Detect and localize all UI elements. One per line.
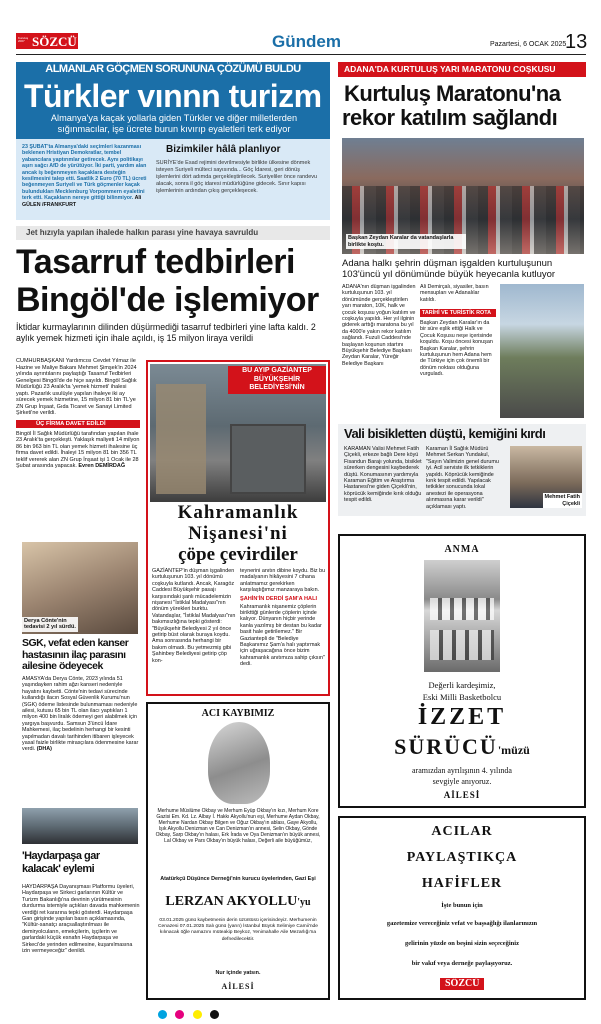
story-haydarpasa-body: HAYDARPAŞA Dayanışması Platformu üyeleri, Haydarpaşa ve Sirkeci garlarının Kültür ve Turizm Bakanlığı'na devrinin yürütmesinin durdurma istemiyle açtıkları davada mahkemenin verdiği ret kararına tepki gösterdi. Haydarpaşa Garı girişinde yapılan basın açıklamasında, "Kültür-sanatçı araçsallaştırılması ile demiryolcuların, emekçilerin, işçilerin ve garlardaki küçük esnafın Haydarpaşa ve Sirkeci'de yerinden edilmesine, kuşanılmasına izin vermeyeceğiz" denildi. <box>22 884 140 955</box>
black-dot <box>210 1010 219 1019</box>
remembrance-text2: Eski Milli Basketbolcu <box>422 692 502 702</box>
monument-shape <box>156 384 206 494</box>
header-rule <box>16 54 586 55</box>
story-bingol-headline-1: Tasarruf tedbirleri <box>16 243 295 281</box>
ad-logo-text: SÖZCÜ <box>445 978 480 989</box>
team-row-1 <box>430 598 494 620</box>
trash-container-shape <box>230 424 306 494</box>
remembrance-text1: Değerli kardeşimiz, <box>428 680 496 690</box>
story-bingol-kicker: Jet hızıyla yapılan ihalede halkın parası yine havaya savruldu <box>26 228 259 237</box>
story-bingol-body2-text: Bingöl İl Sağlık Müdürlüğü tarafından yapılan ihale 23 Aralık'ta gerçekleşti. Yaklaşık maliyeti 14 milyon 86 bin 963 bin TL olan yemek hizmeti ihalesine üç firma davet edildi. İhaleyi 15 milyon 81 bin 356 TL teklif vererek alan ZN Grup İnşaat işi 1 Ocak ile 28 Şubat arasında yapacak. <box>16 430 140 469</box>
patient-caption-line1: Derya Cönte'nin <box>24 617 67 624</box>
story-governor-col1: KARAMAN Valisi Mehmet Fatih Çiçekli, erkeze bağlı Dere köyü Fisandun Barajı yolunda, bisiklet sürerken dengesini kaybederek düştü. Konumasının yardımıyla Karaman Eğitim ve Araştırma Hastanesi'ne giden Çiçekli'nin, köprücük kemiğinde kırık olduğu tespit edildi. <box>344 446 422 504</box>
story-bingol-col <box>16 358 140 470</box>
story-bingol-body2 <box>16 431 140 470</box>
remembrance-name2-main: SÜRÜCÜ <box>394 734 498 759</box>
logo-text: SÖZCÜ <box>32 34 77 49</box>
story-germany-banner <box>16 77 330 139</box>
masthead-logo[interactable] <box>16 33 78 49</box>
story-gaziantep-headline-3: çöpe çevirdiler <box>178 544 298 565</box>
remembrance-name2-suffix: 'müzü <box>497 743 530 757</box>
print-registration-marks <box>158 1006 223 1024</box>
story-gaziantep-col2: teynerini anıtın dibine koydu. Biz bu madalyanın hikâyesini 7 cihana anlatmamız gerekirken karşılaştığımız manzaraya bakın. <box>240 568 326 594</box>
story-adana-col1: ADANA'nın düşman işgalinden kurtuluşunun 103. yıl dönümünde gerçekleştirilen yarı maraton, 10K, halk ve çocuk koşusu yoğun katılım ve coşkuyla yapıldı. Her yıl ilginin giderek arttığı maratona bu yıl da 4000'e yakın rekor katılım sağlandı. Fuzuli Caddesi'nde başlayan koşunun startını Büyükşehir Belediye Başkanı Zeydan Karalar, Yüreğir Belediye Başkanı <box>342 284 416 367</box>
story-adana-kicker: ADANA'DA KURTULUŞ YARI MARATONU COŞKUSU <box>338 62 586 77</box>
governor-photo <box>510 446 582 508</box>
story-bingol-body1: CUMHURBAŞKANI Yardımcısı Cevdet Yılmaz ile Hazine ve Maliye Bakanı Mehmet Şimşek'in 2024 yılında ayrıntılarını paylaştığı Tasarruf Tedbirleri Genelgesi Bingöl'de de hiçe sayıldı. Bingöl Sağlık Müdürlüğü 23 Aralık'ta 'yemek hizmeti' ihalesi yaptı. Pazarlık usulüyle yapılan ihaleye iki ay sürecek yemek hizmetine, 15 milyon 81 bin TL'ye ZN Grup İnşaat, Gıda Ticaret ve Sanayi Limited Şirketi'ne verildi. <box>16 358 137 416</box>
story-gaziantep-col1: GAZİANTEP'in düşman işgalinden kurtuluşunun 103. yıl dönümü coşkuyla kutlandı. Ancak, Karagöz Caddesi Büyükşehir pasajı karşısındaki şanlı mücadelemizin nişanesi "İstiklal Madalyası"nın dönüm yürekleri burktu. Vatandaşlar, "İstiklal Madalyası"nın bakımsızlığına tepki gösterdi: "Büyükşehir Belediyesi 2 yıl önce getirip büst olarak buraya koydu. Ama sonrasında herhangi bir bakım olmadı. Bu yetmezmiş gibi Şahinbey Belediyesi getirip çöp kon- <box>152 568 236 664</box>
story-germany-deck: Almanya'ya kaçak yollarla giden Türkler ve diğer milletlerden sığınmacılar, işe ücrete burun kıvırıp eyaletleri terk ediyor <box>50 113 298 134</box>
ad-text4: bir vakıf veya derneğe paylaşıyoruz. <box>411 960 513 967</box>
remembrance-title: ANMA <box>444 544 480 555</box>
remembrance-photo <box>424 560 500 672</box>
story-bingol-headline-2: Bingöl'de işlemiyor <box>16 281 319 319</box>
story-germany-subhead: Bizimkiler hâlâ planlıyor <box>166 144 281 155</box>
magenta-dot <box>175 1010 184 1019</box>
story-sgk-body: AMASYA'da Derya Cönte, 2023 yılında 51 yaşındayken rahim ağzı kanseri nedeniyle hayatını kaybetti. Cönte'nin tedavi sürecinde kullandığı ilacın Sosyal Güvenlik Kurumu'nun (SGK) ödeme listesinde bulunmaması nedeniyle ailesi, kutusu 65 bin TL olan ilacı yaptıkları 1 milyon 400 bin liralık ödemeyi geri alabilmek için yargıya başvurdu. Samsun 3'üncü İdare Mahkemesi, ilaç bedelinin herhangi bir kesinti yapılmadan davalı tarihinden itibaren işleyecek yasal faizle birlikte mirasçılara ödenmesine karar verdi. <box>22 676 139 753</box>
story-governor-headline: Vali bisikletten düştü, kemiğini kırdı <box>344 426 546 441</box>
story-gaziantep-headline-2: Nişanesi'ni <box>188 523 288 544</box>
story-germany <box>16 62 330 220</box>
city-photo <box>500 284 584 418</box>
story-gaziantep <box>146 360 330 696</box>
patient-photo-caption <box>22 617 78 632</box>
story-gaziantep-col2b: Kahramanlık nişanemiz çöplerin birikttiği günlerde çöplerin içinde kalıyor. Dünyanın hiçbir yerinde kanla yazılmış bir destan bu kadar basit hale getirilemez." Bir Gaziantepli de "Belediye Başkanımız Şam'a halı yaptırmak için uğraşacağına önce bizim kahramanlık anıtımıza sahip çıksın" dedi. <box>240 603 325 668</box>
story-adana-col2-bottom: Başkan Zeydan Karalar'ın da bir süre eşlik ettiği Halk ve Çocuk Koşusu neşe içerisinde koşuldu. Koşu öncesi konuşan Başkan Karalar, şehrin kurtuluşunun hem Adana hem de Türkiye için çok önemli bir dönüm noktası olduğuna vurguladı. <box>420 320 493 378</box>
obituary-akyollu-prayer: Nur içinde yatsın. <box>215 970 261 976</box>
remembrance-text4: sevgiyle anıyoruz. <box>432 777 492 786</box>
marathon-photo <box>342 138 584 254</box>
story-gaziantep-headline-1: Kahramanlık <box>177 502 299 523</box>
ad-line3: HAFİFLER <box>421 876 503 891</box>
obituary-akyollu-name-suffix: 'yu <box>297 897 311 908</box>
story-germany-headline: Türkler vınnn turizm <box>24 78 322 114</box>
story-adana-col2-top: Ali Demirçalı, siyasiler, basın mensupları ve Adanalılar katıldı. <box>420 284 489 303</box>
remembrance-surucu <box>338 534 586 808</box>
remembrance-text3: aramızdan ayrılışının 4. yılında <box>412 766 512 775</box>
issue-date <box>490 41 566 48</box>
logo-small: Kuruluş 2007 <box>18 36 29 43</box>
obituary-ad <box>338 816 586 1000</box>
story-adana-deck: Adana halkı şehrin düşman işgalden kurtuluşunun 103'üncü yıl dönümünde büyük heyecanla kutluyor <box>342 258 556 280</box>
gaziantep-photo-label: BU AYIP GAZİANTEP BÜYÜKŞEHİR BELEDİYESİ'NİN <box>228 366 326 394</box>
story-bingol-byline: Evren DEMİRDAĞ <box>78 463 126 469</box>
governor-caption-line2: Çiçekli <box>562 500 580 507</box>
obituary-akyollu-name <box>148 894 328 910</box>
remembrance-name: İZZET <box>417 704 507 730</box>
ad-line1: ACILAR <box>431 824 493 839</box>
story-sgk-headline: SGK, vefat eden kanser hastasının ilaç parasını ailesine ödeyecek <box>22 637 129 672</box>
obituary-akyollu-name-main: LERZAN AKYOLLU <box>165 894 298 909</box>
obituary-akyollu-relatives: Merhume Müslüme Okbay ve Merhum Eyüp Okbay'ın kızı, Merhum Kore Gazisi Em. Kd. Lz. Albay İ. Hakkı Akyollu'nun eşi, Merhume Aydan Okbay, Merhume Nardan Okbay Bilgen ve Oğuz Okbay'ın ablası, Gaye Akyollu, Işık Akyollu Denizman ve Can Denizman'ın annesi, Selin Okbay, Gönde Okbay, Sarp Okbay'ın halası, Erk İrada ve Oya Denizman'ın büyük annesi, Lal Okbay ve Pars Okbay'ın büyük halası, Değerli aile büyüğümüz, <box>155 808 321 845</box>
story-germany-subbody: SURİYE'de Esad rejimini devrilmesiyle birlikte ülkesine dönmek isteyen Suriyeli mülteci sayısında... Göç İdaresi, geri dönüş işlemlerini dört adımda gerçekleştirilecek. Suriyeliler önce randevu alacak, sonra il göç idaresi müdürlüğüne gidecek. Sınır kapısı işlemlerinin ardından çıkış gerçekleşecek. <box>156 160 318 194</box>
ad-text1: İşte bunun için <box>441 902 483 909</box>
remembrance-family: AİLESİ <box>443 790 481 800</box>
story-germany-byline: Ali GÜLEN /FRANKFURT <box>22 195 142 208</box>
obituary-akyollu-title: ACI KAYBIMIZ <box>201 708 275 719</box>
page-number: 13 <box>565 31 588 53</box>
obituary-akyollu-photo <box>208 722 270 804</box>
patient-photo <box>22 542 138 634</box>
story-sgk-body-wrap <box>22 676 140 753</box>
story-bingol-deck: İktidar kurmaylarının dilinden düşürmediği tasarruf tedbirleri yine lafta kaldı. 2 aylık yemek hizmeti için ihale açıldı, iş 15 milyon liraya verildi <box>16 322 316 343</box>
protest-photo <box>22 808 138 844</box>
story-gaziantep-sublabel: ŞAHİN'İN DERDİ ŞAM'A HALI <box>240 595 318 602</box>
cyan-dot <box>158 1010 167 1019</box>
story-haydarpasa-headline: 'Haydarpaşa gar kalacak' eylemi <box>22 850 100 875</box>
story-haydarpasa <box>16 808 140 1004</box>
governor-caption-line1: Mehmet Fatih <box>544 494 580 500</box>
story-germany-body <box>22 144 148 208</box>
story-adana-sublabel: TARİHİ VE TURİSTİK ROTA <box>420 309 496 317</box>
governor-photo-caption <box>543 493 582 508</box>
remembrance-name2 <box>340 734 584 760</box>
story-bingol-kicker-bar <box>16 226 330 240</box>
story-germany-kicker: ALMANLAR GÖÇMEN SORUNUNA ÇÖZÜMÜ BULDU <box>16 62 330 77</box>
story-governor-col2: Karaman İl Sağlık Müdürü Mehmet Serkan Yundakul, "Sayın Valimizin genel durumu iyi. Acil serviste ilk tetkiklerin yapıldı. Köprücük kemiğinde kırık tespit edildi. Yapılacak tetkikler sonucunda lokal anestezi ile operasyona alınmasına karar verildi" açıklaması yaptı. <box>426 446 499 510</box>
marathon-photo-caption: Başkan Zeydan Karalar da vatandaşlarla birlikte koştu. <box>346 234 466 249</box>
story-governor <box>338 424 586 516</box>
story-adana-headline-2: rekor katılım sağlandı <box>342 105 558 130</box>
story-adana-headline-1: Kurtuluş Maratonu'na <box>344 81 561 106</box>
story-gaziantep-col2-wrap <box>240 568 326 668</box>
ad-text2: gazetemize vereceğiniz vefat ve başsağlığı ilanlarınızın <box>386 920 538 927</box>
yellow-dot <box>193 1010 202 1019</box>
section-title: Gündem <box>272 32 341 51</box>
obituary-akyollu-family: AİLESİ <box>221 982 255 991</box>
ad-logo <box>440 978 484 990</box>
date-text: Pazartesi, 6 OCAK 2025 <box>490 41 567 48</box>
team-row-2 <box>430 630 494 660</box>
story-bingol-sublabel: ÜÇ FİRMA DAVET EDİLDİ <box>16 420 140 428</box>
obituary-akyollu-assoc: Atatürkçü Düşünce Derneği'nin kurucu üyelerinden, Gazi Eşi <box>160 876 316 882</box>
ad-text3: gelirinin yüzde on beşini sizin seçeceğiniz <box>405 940 519 947</box>
ad-line2: PAYLAŞTIKÇA <box>406 850 518 865</box>
obituary-akyollu <box>146 702 330 1000</box>
story-germany-body-text: 23 ŞUBAT'ta Almanya'daki seçimleri kazanması beklenen Hristiyan Demokratlar, tembel yabancılara yaptırımlar getirecek. Aynı politikayı aşırı sağcı AfD de yürütüyor. İki parti, yardım alan ancak iş beğenmeyen kaçaklara desteğin kesilmesini talep etti. Saatlik 2 Euro (70 TL) ücreti beğenmeyen Suriyeli ve Türk göçmenler kaçak bulundukları Mecklenburg Vorpommern eyaletini terk etti. Kaçakların nereye gittiği bilinmiyor. <box>22 144 147 202</box>
obituary-akyollu-funeral: 03.01.2025 günü kaybetmenin derin üzüntüsü içerisindeyiz. Merhumenin Cenazesi 07.01.2025 Salı günü (yarın) İstanbul Büyük Selimiye Camii'nde kılınacak öğle namazını müteakip Beykoz, Yenimahalle Aile Mezarlığı'na defnedilecektir. <box>158 918 318 942</box>
story-sgk-source: (DHA) <box>36 746 52 753</box>
story-sgk <box>16 540 140 800</box>
patient-caption-line2: tedavisi 2 yıl sürdü. <box>24 624 76 631</box>
story-adana <box>338 62 586 418</box>
